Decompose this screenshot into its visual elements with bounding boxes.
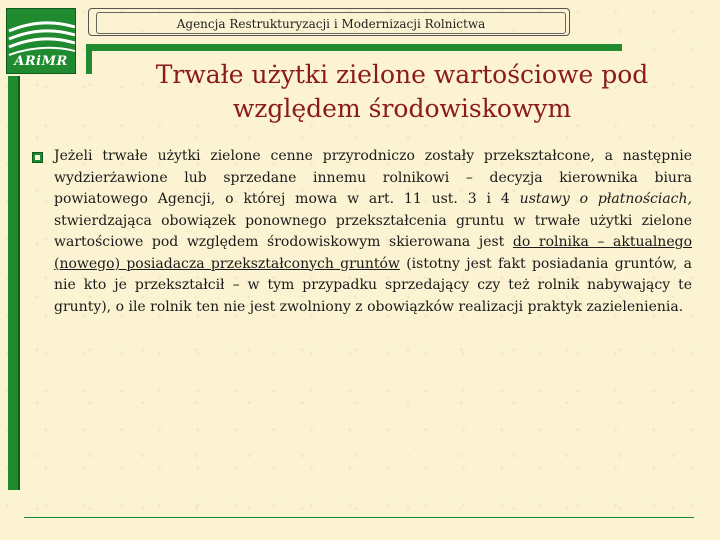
agency-name: Agencja Restrukturyzacji i Modernizacji Rolnictwa <box>96 12 566 34</box>
logo-label: ARiMR <box>14 54 68 69</box>
paragraph-text-2: stwierdzająca obowiązek ponownego przekształcenia gruntu w trwałe użytki zielone wartościowe pod względem środowiskowym skierowana jest <box>54 212 692 250</box>
left-accent-bar <box>8 76 18 490</box>
paragraph-underlined-recipient: do rolnika – aktualnego (nowego) posiadacza przekształconych gruntów <box>54 234 692 272</box>
square-bullet-icon <box>32 152 43 163</box>
paragraph-italic-law: ustawy o płatnościach, <box>519 191 692 207</box>
header-divider <box>88 44 622 51</box>
footer-divider <box>24 517 694 518</box>
arimr-logo <box>6 8 76 74</box>
page-title: Trwałe użytki zielone wartościowe pod względem środowiskowym <box>155 60 649 123</box>
paragraph-text-1: Jeżeli trwałe użytki zielone cenne przyrodniczo zostały przekształcone, a następnie wydzierżawione lub sprzedane innemu rolnikowi – decyzja kierownika biura powiatowego Agencji, o której mowa w art. 11 ust. 3 i 4 <box>54 148 692 207</box>
body-paragraph <box>54 146 692 318</box>
content-block <box>32 146 692 318</box>
header-divider-corner <box>86 44 92 74</box>
left-accent-bar-shadow <box>18 76 20 490</box>
paragraph-text-3: (istotny jest fakt posiadania gruntów, a nie kto je przekształcił – w tym przypadku sprzedający czy też rolnik nabywający te grunty), o ile rolnik ten nie jest zwolniony z obowiązków realizacji praktyk zazielenienia. <box>54 255 692 315</box>
